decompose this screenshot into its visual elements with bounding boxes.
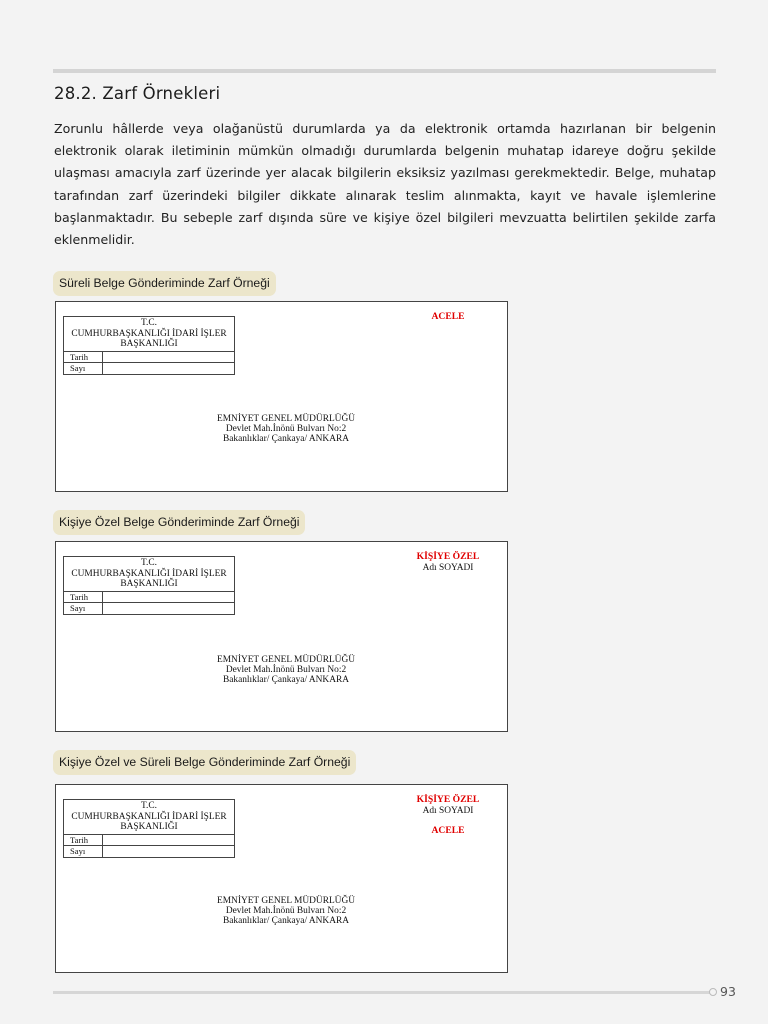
sender-header (64, 317, 234, 352)
recipient-line: Bakanlıklar/ Çankaya/ ANKARA (222, 674, 350, 685)
sender-header (64, 800, 234, 835)
date-row (64, 592, 234, 604)
personal-tag: KİŞİYE ÖZEL (416, 794, 480, 805)
sender-header (64, 557, 234, 592)
page-dot-icon (709, 988, 717, 996)
date-row (64, 835, 234, 847)
corner-tags (403, 794, 493, 837)
sender-line: T.C. (141, 801, 157, 811)
envelope-urgent (55, 301, 508, 492)
number-row (64, 846, 234, 857)
addressee-name: Adı SOYADI (422, 806, 474, 816)
personal-tag: KİŞİYE ÖZEL (416, 551, 480, 562)
recipient-line: EMNİYET GENEL MÜDÜRLÜĞÜ (216, 896, 355, 906)
sender-line: BAŞKANLIĞI (120, 822, 178, 833)
date-label: Tarih (64, 352, 103, 363)
date-row (64, 352, 234, 364)
envelope-personal (55, 541, 508, 732)
recipient-line: Devlet Mah.İnönü Bulvarı No:2 (225, 905, 347, 916)
sender-box (63, 799, 235, 858)
recipient-line: Bakanlıklar/ Çankaya/ ANKARA (222, 915, 350, 926)
intro-paragraph: Zorunlu hâllerde veya olağanüstü durumlarda ya da elektronik ortamda hazırlanan bir belgenin elektronik olarak iletiminin mümkün olmadığı durumlarda belgenin muhatap idareye doğru şekilde ulaşması amacıyla zarf üzerinde yer alacak bilgilerin eksiksiz yazılması gerekmektedir. Belge, muhatap tarafından zarf üzerindeki bilgiler dikkate alınarak teslim alınmakta, kayıt ve havale işlemlerine başlanmaktadır. Bu sebeple zarf dışında süre ve kişiye özel bilgileri mevzuatta belirtilen şekilde zarfa eklenmelidir. (54, 121, 716, 248)
urgent-tag: ACELE (431, 311, 465, 322)
example-label-personal-urgent: Kişiye Özel ve Süreli Belge Gönderiminde Zarf Örneği (53, 750, 356, 775)
sender-line: CUMHURBAŞKANLIĞI İDARİ İŞLER (71, 568, 227, 579)
number-row (64, 603, 234, 614)
sender-line: CUMHURBAŞKANLIĞI İDARİ İŞLER (71, 328, 227, 339)
example-label-urgent: Süreli Belge Gönderiminde Zarf Örneği (53, 271, 276, 296)
recipient-line: EMNİYET GENEL MÜDÜRLÜĞÜ (216, 414, 355, 424)
number-row (64, 363, 234, 374)
recipient-address (186, 415, 386, 444)
recipient-address (186, 897, 386, 926)
corner-tags (403, 311, 493, 323)
addressee-name: Adı SOYADI (422, 563, 474, 573)
date-value (103, 835, 234, 846)
number-label: Sayı (64, 363, 103, 374)
sender-line: BAŞKANLIĞI (120, 579, 178, 590)
number-label: Sayı (64, 603, 103, 614)
bottom-rule (53, 991, 710, 994)
section-title: 28.2. Zarf Örnekleri (54, 84, 221, 103)
number-value (103, 603, 234, 614)
number-value (103, 846, 234, 857)
date-label: Tarih (64, 835, 103, 846)
sender-line: CUMHURBAŞKANLIĞI İDARİ İŞLER (71, 811, 227, 822)
recipient-line: EMNİYET GENEL MÜDÜRLÜĞÜ (216, 655, 355, 665)
page-number: 93 (720, 984, 736, 999)
top-rule (53, 69, 716, 73)
number-label: Sayı (64, 846, 103, 857)
date-value (103, 352, 234, 363)
recipient-address (186, 656, 386, 685)
number-value (103, 363, 234, 374)
example-label-personal: Kişiye Özel Belge Gönderiminde Zarf Örneği (53, 510, 305, 535)
recipient-line: Devlet Mah.İnönü Bulvarı No:2 (225, 664, 347, 675)
sender-box (63, 556, 235, 615)
date-label: Tarih (64, 592, 103, 603)
sender-line: BAŞKANLIĞI (120, 339, 178, 350)
date-value (103, 592, 234, 603)
sender-line: T.C. (141, 558, 157, 568)
recipient-line: Bakanlıklar/ Çankaya/ ANKARA (222, 433, 350, 444)
corner-tags (403, 551, 493, 574)
sender-line: T.C. (141, 318, 157, 328)
urgent-tag: ACELE (431, 825, 465, 836)
envelope-personal-urgent (55, 784, 508, 973)
sender-box (63, 316, 235, 375)
recipient-line: Devlet Mah.İnönü Bulvarı No:2 (225, 423, 347, 434)
